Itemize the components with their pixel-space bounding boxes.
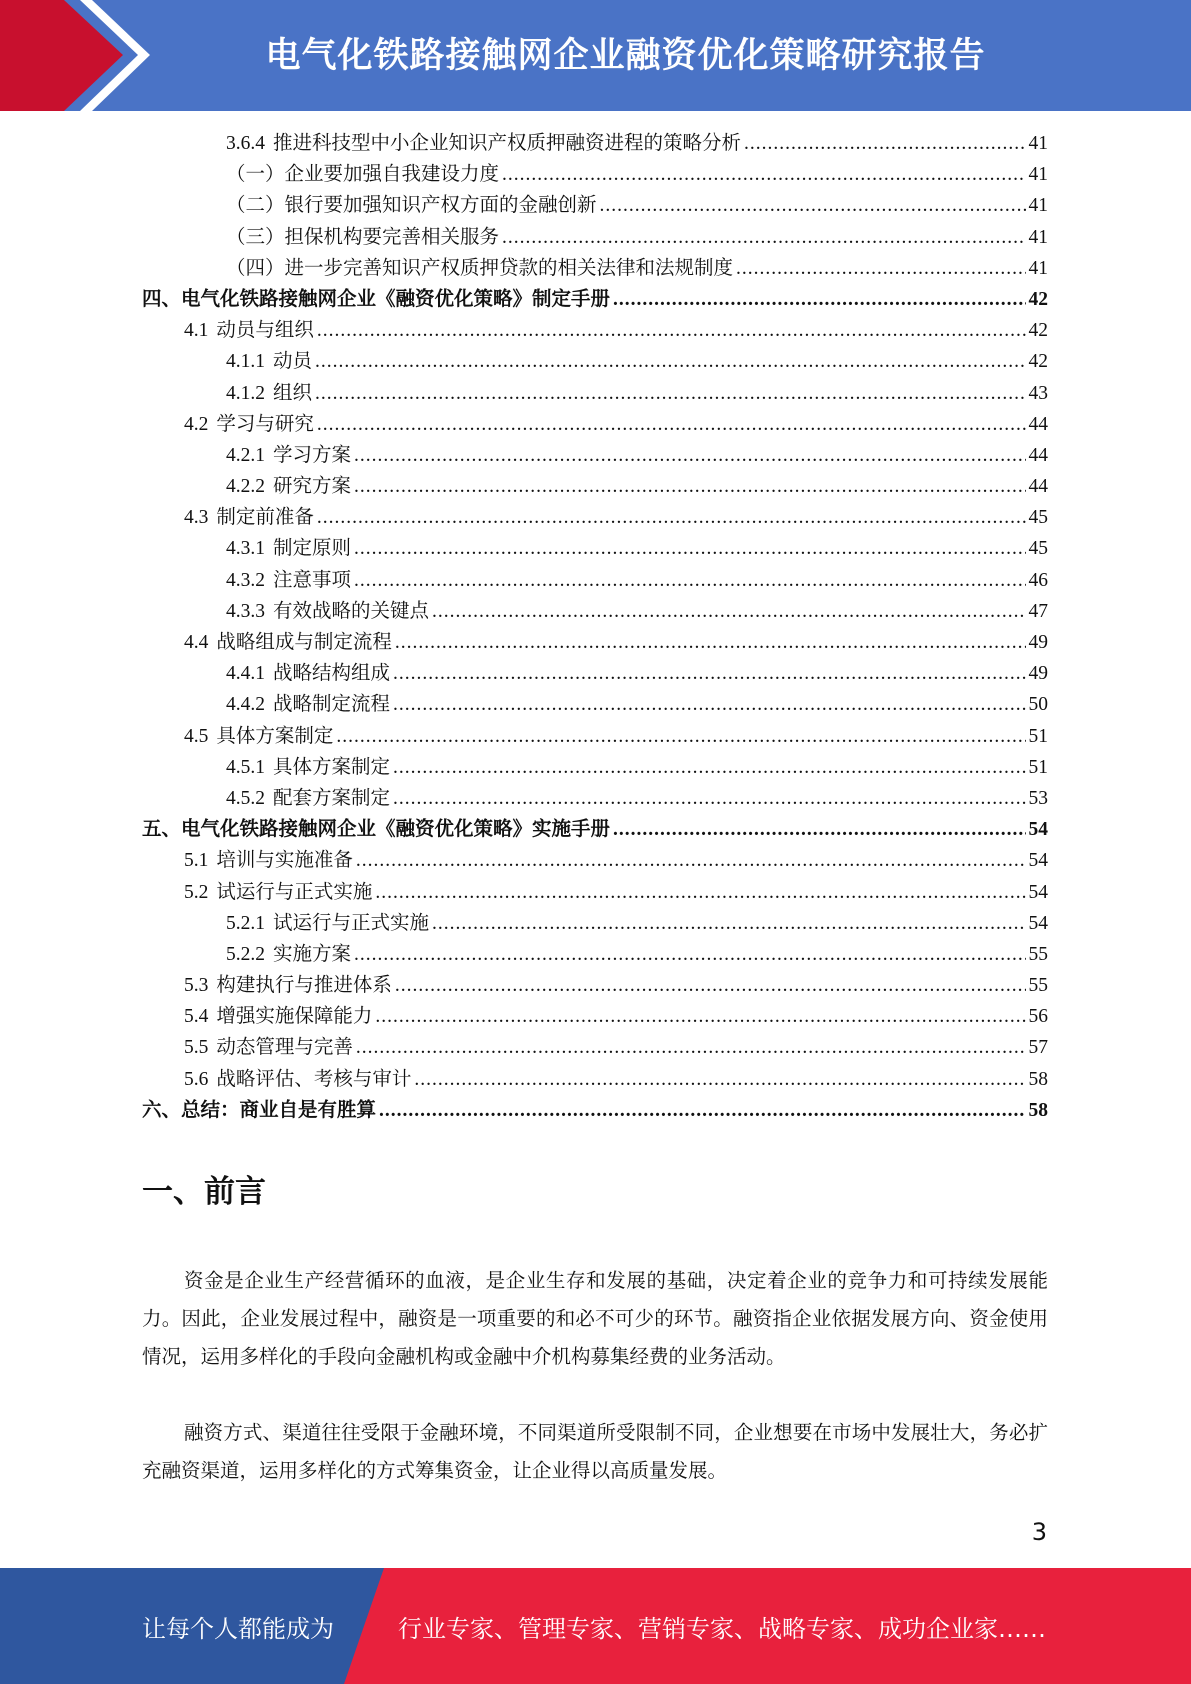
page-number: 3 (1031, 1518, 1047, 1546)
toc-entry[interactable] (142, 532, 1048, 563)
toc-entry-page: 41 (1028, 164, 1048, 186)
toc-entry-title: 配套方案制定 (273, 787, 391, 809)
toc-entry-page: 54 (1028, 819, 1048, 841)
toc-leader-dots (336, 726, 1025, 748)
toc-leader-dots (354, 476, 1025, 498)
toc-leader-dots (736, 258, 1025, 280)
toc-leader-dots (379, 1100, 1025, 1122)
toc-leader-dots (354, 538, 1025, 560)
toc-leader-dots (317, 507, 1026, 529)
toc-entry-title: 战略结构组成 (273, 663, 391, 685)
toc-entry-page: 42 (1028, 320, 1048, 342)
toc-leader-dots (613, 819, 1025, 841)
toc-entry[interactable] (142, 1031, 1048, 1062)
toc-entry[interactable] (142, 408, 1048, 439)
toc-entry[interactable] (142, 657, 1048, 688)
toc-leader-dots (613, 289, 1025, 311)
toc-entry-number: 5.2.1 (226, 912, 265, 934)
toc-entry[interactable] (142, 314, 1048, 345)
toc-entry[interactable] (142, 345, 1048, 376)
toc-entry-number: 4.3.1 (226, 538, 265, 560)
toc-entry[interactable] (142, 221, 1048, 252)
toc-entry-page: 42 (1028, 288, 1048, 310)
toc-entry-title: （一）企业要加强自我建设力度 (226, 164, 500, 186)
toc-entry-page: 55 (1028, 975, 1048, 997)
toc-entry[interactable] (142, 377, 1048, 408)
toc-entry[interactable] (142, 595, 1048, 626)
toc-entry-title: 实施方案 (273, 943, 352, 965)
toc-entry-page: 55 (1028, 943, 1048, 965)
toc-entry-title: 学习方案 (273, 444, 352, 466)
toc-entry[interactable] (142, 813, 1048, 844)
toc-entry-page: 45 (1028, 507, 1048, 529)
toc-entry-page: 54 (1028, 850, 1048, 872)
toc-entry-title: 有效战略的关键点 (273, 600, 430, 622)
footer-slogan-right: 行业专家、管理专家、营销专家、战略专家、成功企业家…… (398, 1614, 1046, 1643)
toc-leader-dots (375, 882, 1025, 904)
toc-entry-number: 5.5 (184, 1037, 209, 1059)
toc-leader-dots (600, 195, 1026, 217)
toc-entry-page: 41 (1028, 195, 1048, 217)
toc-entry-number: 4.1 (184, 320, 209, 342)
toc-entry-title: 试运行与正式实施 (273, 912, 430, 934)
toc-entry-page: 58 (1028, 1068, 1048, 1090)
toc-entry-page: 51 (1028, 725, 1048, 747)
toc-entry-number: 5.6 (184, 1068, 209, 1090)
toc-entry-number: 5.2.2 (226, 943, 265, 965)
document-title: 电气化铁路接触网企业融资优化策略研究报告 (265, 35, 986, 76)
toc-entry-number: 4.2.2 (226, 476, 265, 498)
toc-entry[interactable] (142, 720, 1048, 751)
toc-leader-dots (354, 944, 1025, 966)
toc-entry-number: 5.2 (184, 881, 209, 903)
toc-entry-number: 4.5.2 (226, 787, 265, 809)
toc-entry-page: 56 (1028, 1006, 1048, 1028)
toc-entry-title: 构建执行与推进体系 (216, 975, 392, 997)
toc-entry-number: 4.5.1 (226, 756, 265, 778)
toc-leader-dots (356, 850, 1026, 872)
toc-leader-dots (432, 913, 1025, 935)
toc-entry-page: 44 (1028, 476, 1048, 498)
toc-entry-page: 53 (1028, 787, 1048, 809)
toc-leader-dots (315, 383, 1025, 405)
toc-leader-dots (502, 164, 1025, 186)
page-footer (0, 1568, 1191, 1684)
toc-entry[interactable] (142, 1094, 1048, 1125)
toc-entry-page: 42 (1028, 351, 1048, 373)
toc-entry-number: 5.3 (184, 975, 209, 997)
toc-leader-dots (317, 414, 1026, 436)
toc-entry-page: 45 (1028, 538, 1048, 560)
toc-leader-dots (395, 632, 1026, 654)
toc-entry-number: 5.1 (184, 850, 209, 872)
toc-entry-title: 动态管理与完善 (216, 1037, 353, 1059)
paragraph: 资金是企业生产经营循环的血液，是企业生存和发展的基础，决定着企业的竞争力和可持续发展能力。因此，企业发展过程中，融资是一项重要的和必不可少的环节。融资指企业依据发展方向、资金使用情况，运用多样化的手段向金融机构或金融中介机构募集经费的业务活动。 (142, 1271, 1048, 1368)
toc-entry[interactable] (142, 782, 1048, 813)
toc-entry-title: （三）担保机构要完善相关服务 (226, 226, 500, 248)
toc-entry-number: 4.3.2 (226, 569, 265, 591)
toc-entry-page: 44 (1028, 444, 1048, 466)
toc-entry-page: 47 (1028, 600, 1048, 622)
toc-entry-page: 51 (1028, 756, 1048, 778)
toc-entry-number: 4.4.1 (226, 663, 265, 685)
toc-entry-title: 具体方案制定 (273, 756, 391, 778)
toc-entry-number: 4.3 (184, 507, 209, 529)
toc-entry-title: 制定原则 (273, 538, 352, 560)
toc-entry-number: 5.4 (184, 1006, 209, 1028)
toc-entry[interactable] (142, 969, 1048, 1000)
toc-leader-dots (315, 351, 1025, 373)
toc-entry[interactable] (142, 127, 1048, 158)
toc-entry-title: 战略制定流程 (273, 694, 391, 716)
toc-entry[interactable] (142, 1000, 1048, 1031)
toc-entry[interactable] (142, 1063, 1048, 1094)
toc-entry[interactable] (142, 439, 1048, 470)
toc-entry-page: 54 (1028, 912, 1048, 934)
toc-leader-dots (393, 694, 1025, 716)
page-header (0, 0, 1191, 111)
toc-entry-page: 49 (1028, 663, 1048, 685)
toc-entry-title: （四）进一步完善知识产权质押贷款的相关法律和法规制度 (226, 257, 734, 279)
toc-entry-number: 3.6.4 (226, 133, 265, 154)
toc-entry[interactable] (142, 876, 1048, 907)
toc-entry-title: 动员与组织 (216, 320, 314, 342)
toc-leader-dots (317, 320, 1026, 342)
toc-entry-number: 4.3.3 (226, 600, 265, 622)
toc-entry[interactable] (142, 844, 1048, 875)
toc-leader-dots (354, 570, 1025, 592)
toc-entry-page: 41 (1028, 133, 1048, 154)
toc-entry-title: 研究方案 (273, 476, 352, 498)
toc-leader-dots (356, 1037, 1026, 1059)
table-of-contents (142, 127, 1048, 1125)
toc-leader-dots (354, 445, 1025, 467)
toc-entry-page: 57 (1028, 1037, 1048, 1059)
toc-leader-dots (393, 663, 1025, 685)
toc-entry-page: 44 (1028, 413, 1048, 435)
toc-entry-number: 4.5 (184, 725, 209, 747)
toc-entry-number: 4.4.2 (226, 694, 265, 716)
toc-entry-title: 学习与研究 (216, 413, 314, 435)
toc-entry-title: 具体方案制定 (216, 725, 334, 747)
toc-entry[interactable] (142, 252, 1048, 283)
toc-leader-dots (744, 133, 1025, 155)
toc-leader-dots (395, 975, 1026, 997)
toc-entry[interactable] (142, 938, 1048, 969)
toc-entry-number: 4.2.1 (226, 444, 265, 466)
toc-entry-page: 49 (1028, 632, 1048, 653)
toc-leader-dots (393, 757, 1025, 779)
toc-entry-page: 54 (1028, 881, 1048, 903)
toc-entry[interactable] (142, 189, 1048, 220)
toc-entry-page: 41 (1028, 257, 1048, 279)
toc-leader-dots (375, 1006, 1025, 1028)
toc-entry[interactable] (142, 564, 1048, 595)
toc-leader-dots (502, 227, 1025, 249)
toc-entry-title: 六、总结：商业自是有胜算 (142, 1099, 377, 1121)
toc-entry-number: 4.2 (184, 413, 209, 435)
toc-entry[interactable] (142, 751, 1048, 782)
toc-entry-page: 50 (1028, 694, 1048, 716)
toc-entry-title: 推进科技型中小企业知识产权质押融资进程的策略分析 (273, 133, 742, 154)
toc-entry-title: 组织 (273, 382, 313, 404)
toc-leader-dots (432, 601, 1025, 623)
toc-entry-title: 注意事项 (273, 569, 352, 591)
footer-slogan-left: 让每个人都能成为 (142, 1614, 334, 1643)
toc-entry[interactable] (142, 158, 1048, 189)
toc-leader-dots (393, 788, 1025, 810)
toc-entry-number: 4.1.1 (226, 351, 265, 373)
toc-entry[interactable] (142, 501, 1048, 532)
toc-entry-title: 制定前准备 (216, 507, 314, 529)
toc-entry-title: 战略组成与制定流程 (216, 632, 392, 653)
toc-entry[interactable] (142, 907, 1048, 938)
toc-entry-title: 四、电气化铁路接触网企业《融资优化策略》制定手册 (142, 288, 611, 310)
toc-leader-dots (414, 1069, 1025, 1091)
toc-entry-number: 4.4 (184, 632, 209, 653)
toc-entry-number: 4.1.2 (226, 382, 265, 404)
section-heading: 一、前言 (142, 1174, 266, 1210)
toc-entry[interactable] (142, 283, 1048, 314)
toc-entry[interactable] (142, 626, 1048, 657)
toc-entry-title: 增强实施保障能力 (216, 1006, 373, 1028)
toc-entry[interactable] (142, 470, 1048, 501)
toc-entry-title: 试运行与正式实施 (216, 881, 373, 903)
toc-entry-page: 43 (1028, 382, 1048, 404)
paragraph: 融资方式、渠道往往受限于金融环境，不同渠道所受限制不同，企业想要在市场中发展壮大，务必扩充融资渠道，运用多样化的方式筹集资金，让企业得以高质量发展。 (142, 1423, 1048, 1482)
toc-entry-page: 58 (1028, 1099, 1048, 1121)
toc-entry[interactable] (142, 688, 1048, 719)
toc-entry-title: 战略评估、考核与审计 (216, 1068, 412, 1090)
toc-entry-page: 46 (1028, 569, 1048, 591)
toc-entry-page: 41 (1028, 226, 1048, 248)
toc-entry-title: （二）银行要加强知识产权方面的金融创新 (226, 195, 597, 217)
toc-entry-title: 五、电气化铁路接触网企业《融资优化策略》实施手册 (142, 819, 611, 841)
toc-entry-title: 培训与实施准备 (216, 850, 353, 872)
toc-entry-title: 动员 (273, 351, 313, 373)
